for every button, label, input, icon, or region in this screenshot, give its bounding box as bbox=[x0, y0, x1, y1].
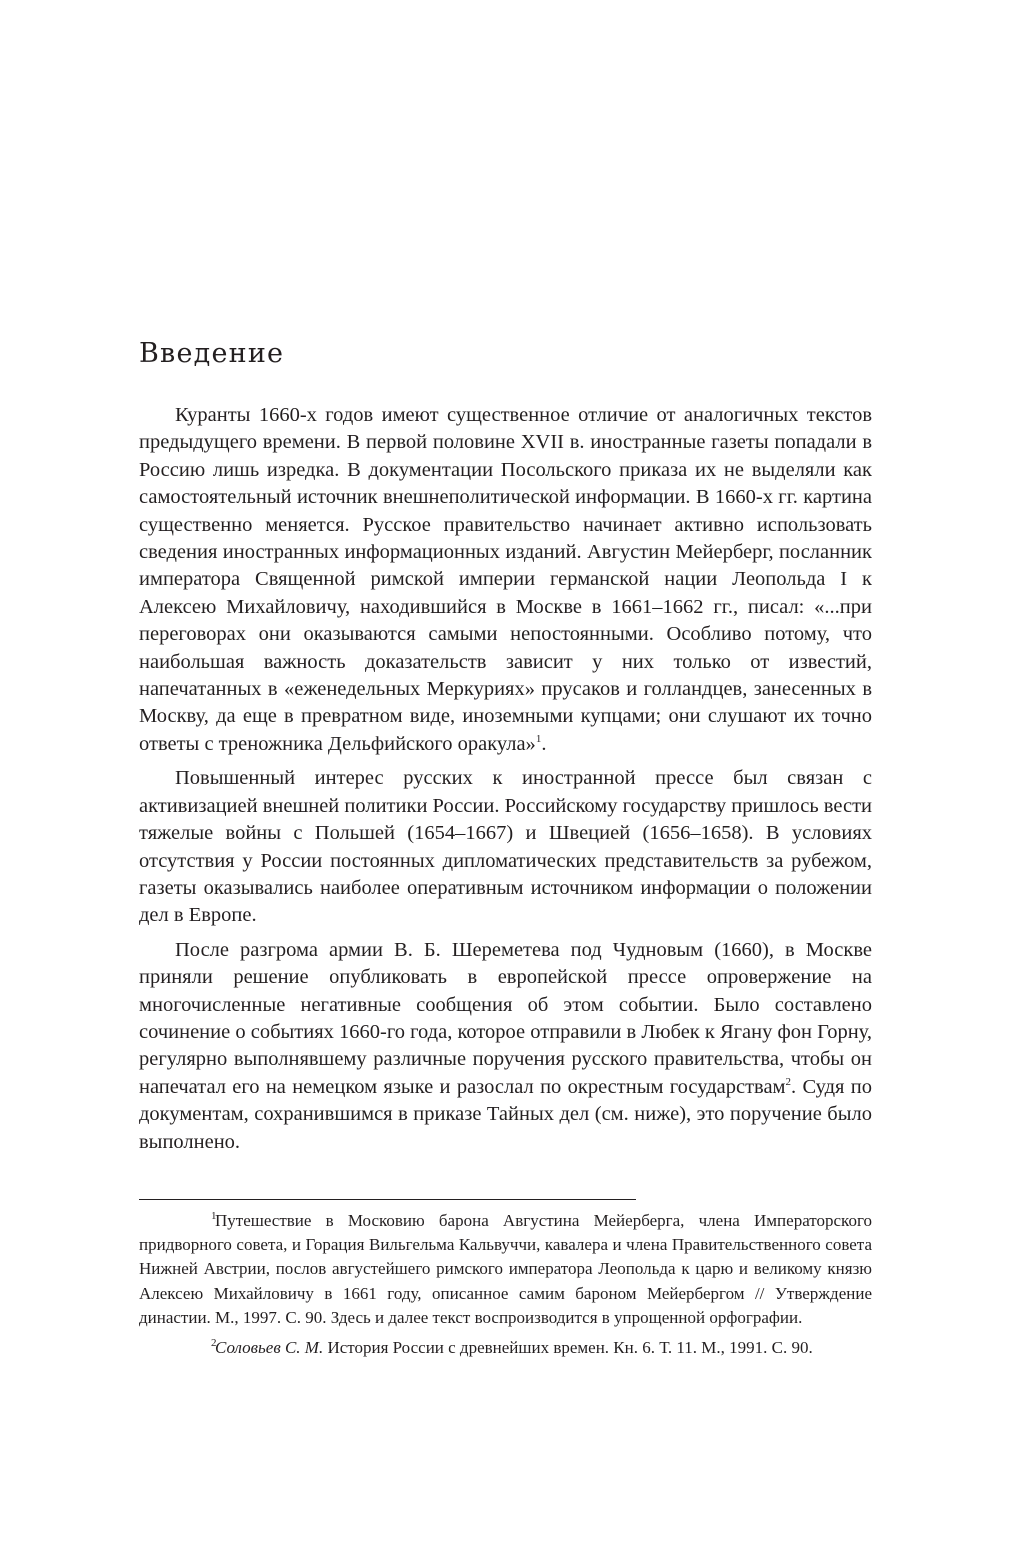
paragraph bbox=[139, 937, 872, 1156]
footnote-divider bbox=[139, 1199, 636, 1200]
section-title: Введение bbox=[139, 338, 285, 369]
footnote-reference[interactable]: 2 bbox=[785, 1075, 792, 1088]
paragraph bbox=[139, 402, 872, 758]
paragraph-text-tail: . Судя по документам, сохранившимся в приказе Тайных дел (см. ниже), это поручение было выполнено. bbox=[139, 1075, 872, 1153]
main-text bbox=[139, 402, 872, 1163]
paragraph-text: Повышенный интерес русских к иностранной прессе был связан с активизацией внешней политики России. Российскому государству пришлось вести тяжелые войны с Польшей (1654–1667) и Швецией (1656–1658). В условиях отсутствия у России постоянных дипломатических представительств за рубежом, газеты оказывались наиболее оперативным источником информации о положении дел в Европе. bbox=[139, 767, 872, 927]
footnote-author: Соловьев С. М. bbox=[215, 1338, 324, 1358]
paragraph-text-tail: . bbox=[541, 732, 547, 755]
footnote-text: Путешествие в Московию барона Августина Мейерберга, члена Императорского придворного совета, и Горация Вильгельма Кальвуччи, кавалера и члена Правительственного совета Нижней Австрии, послов августейшего римского императора Леопольда к царю и великому князю Алексею Михайловичу в 1661 году, описанное самим бароном Мейербергом // Утверждение династии. М., 1997. С. 90. Здесь и далее текст воспроизводится в упрощенной орфографии. bbox=[139, 1211, 872, 1327]
footnote: 2Соловьев С. М. История России с древнейших времен. Кн. 6. Т. 11. М., 1991. С. 90. bbox=[211, 1337, 813, 1358]
paragraph-text: Куранты 1660-х годов имеют существенное отличие от аналогичных текстов предыдущего времени. В первой половине XVII в. иностранные газеты попадали в Россию лишь изредка. В документации Посольского приказа их не выделяли как самостоятельный источник внешнеполитической информации. В 1660-х гг. картина существенно меняется. Русское правительство начинает активно использовать сведения иностранных информационных изданий. Августин Мейерберг, посланник императора Священной римской империи германской нации Леопольда I к Алексею Михайловичу, находившийся в Москве в 1661–1662 гг., писал: «...при переговорах они оказываются самыми непостоянными. Особливо потому, что наибольшая важность доказательств зависит у них только от известий, напечатанных в «еженедельных Меркуриях» прусаков и голландцев, занесенных в Москву, да еще в превратном виде, иноземными купцами; они слушают их точно ответы с треножника Дельфийского оракула» bbox=[139, 404, 872, 755]
footnote-reference[interactable]: 1 bbox=[535, 733, 542, 746]
footnotes bbox=[139, 1209, 872, 1366]
footnote-text: История России с древнейших времен. Кн. 6. Т. 11. М., 1991. С. 90. bbox=[323, 1338, 813, 1358]
footnote: 1Путешествие в Московию барона Августина Мейерберга, члена Императорского придворного совета, и Горация Вильгельма Кальвуччи, кавалера и члена Правительственного совета Нижней Австрии, послов августейшего римского императора Леопольда к царю и великому князю Алексею Михайловичу в 1661 году, описанное самим бароном Мейербергом // Утверждение династии. М., 1997. С. 90. Здесь и далее текст воспроизводится в упрощенной орфографии. bbox=[139, 1210, 872, 1327]
paragraph-text: После разгрома армии В. Б. Шереметева под Чудновым (1660), в Москве приняли решение опубликовать в европейской прессе опровержение на многочисленные негативные сообщения об этом событии. Было составлено сочинение о событиях 1660-го года, которое отправили в Любек к Ягану фон Горну, регулярно выполнявшему различные поручения русского правительства, чтобы он напечатал его на немецком языке и разослал по окрестным государствам bbox=[139, 938, 872, 1098]
paragraph bbox=[139, 765, 872, 929]
